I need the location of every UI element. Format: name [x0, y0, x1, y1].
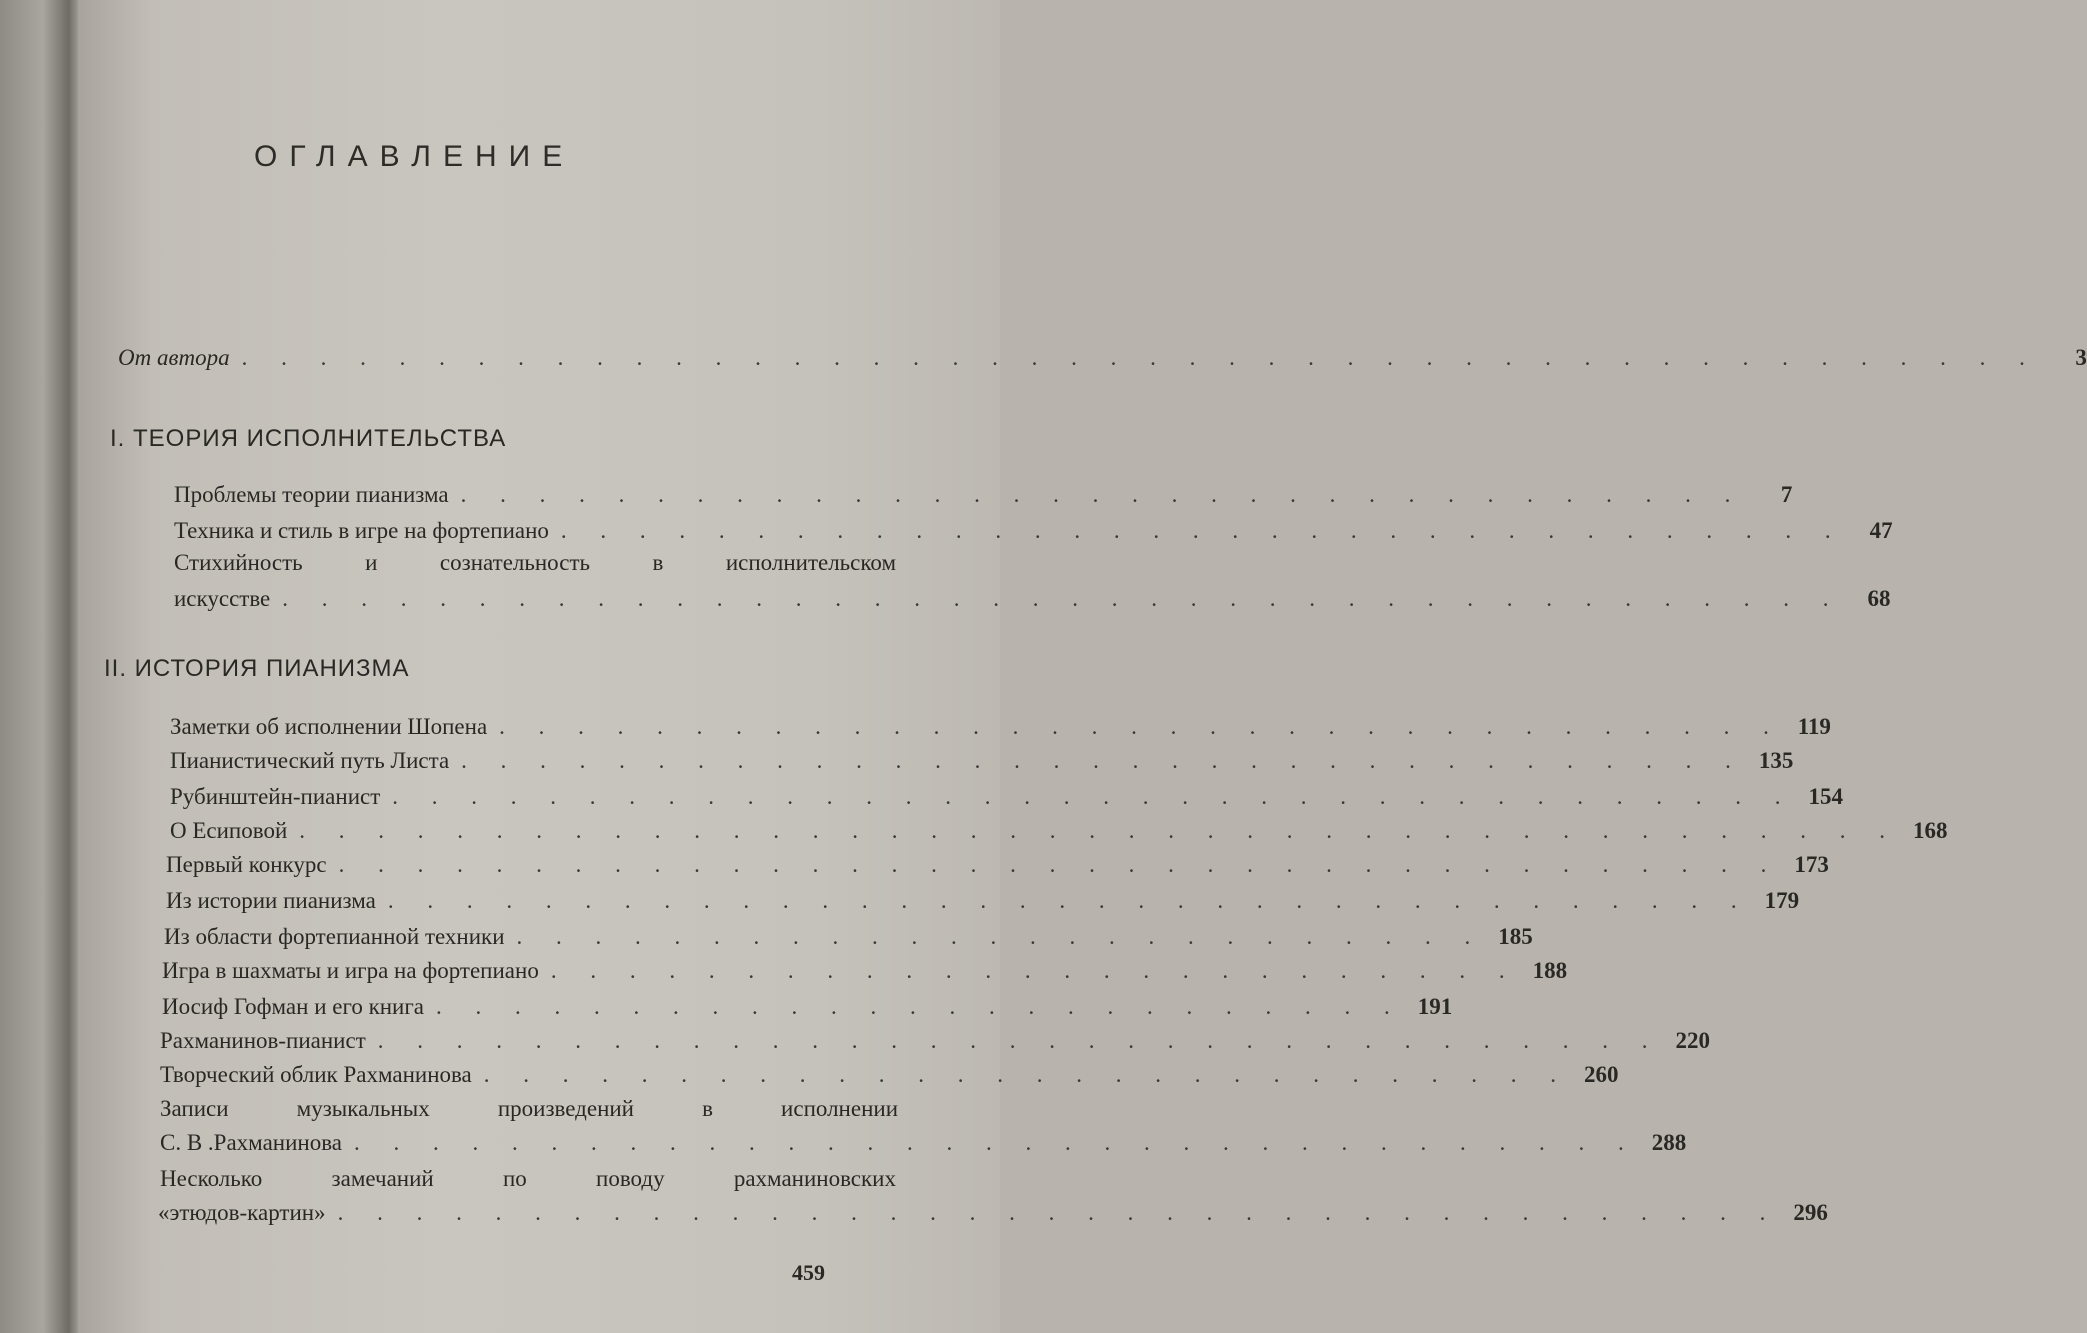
previous-page-edge [4, 0, 24, 1333]
toc-entry[interactable] [170, 782, 1844, 812]
leader-dots: . . . . . . . . . . . . . . . . . . . . . . . . . [436, 994, 1404, 1019]
toc-entry-page: 260 [1584, 1062, 1619, 1087]
toc-entry-label: О Есиповой [170, 818, 288, 843]
toc-entry-page: 185 [1498, 924, 1533, 949]
leader-dots: . . . . . . . . . . . . . . . . . . . . . . . . . . . . . . . . . [353, 1130, 1638, 1155]
toc-entry-page: 47 [1869, 518, 1893, 543]
toc-entry-line1[interactable] [160, 1164, 896, 1194]
toc-entry[interactable] [174, 480, 1793, 510]
toc-entry-label: Игра в шахматы и игра на фортепиано [162, 958, 539, 983]
toc-entry-label: Стихийность и сознательность в исполнительском [174, 550, 896, 575]
toc-entry-label: Заметки об исполнении Шопена [170, 714, 488, 739]
toc-entry[interactable] [160, 1060, 1619, 1090]
section-heading-2: II. ИСТОРИЯ ПИАНИЗМА [104, 655, 410, 682]
leader-dots: . . . . . . . . . . . . . . . . . . . . . . . . . [516, 924, 1485, 949]
leader-dots: . . . . . . . . . . . . . . . . . . . . . . . . . . . . . . . . . . . . . . . . . . . . . . [241, 345, 2039, 370]
toc-entry-page: 188 [1532, 958, 1568, 983]
toc-entry-label: Творческий облик Рахманинова [160, 1062, 472, 1087]
page-number: 459 [792, 1260, 825, 1285]
toc-entry-label: С. В .Рахманинова [160, 1130, 342, 1155]
leader-dots: . . . . . . . . . . . . . . . . . . . . . . . . . . . . . . . . . . . . . . . . [282, 586, 1843, 611]
toc-entry-page: 191 [1417, 994, 1453, 1019]
toc-entry-label: От автора [118, 345, 230, 370]
toc-entry[interactable] [170, 712, 1831, 742]
toc-entry-label: Пианистический путь Листа [170, 748, 450, 773]
leader-dots: . . . . . . . . . . . . . . . . . . . . . . . . . . . . . . . . . . . . . [337, 1200, 1780, 1225]
toc-entry-label: Из области фортепианной техники [164, 924, 505, 949]
leader-dots: . . . . . . . . . . . . . . . . . . . . . . . . . . . . . . . . . [499, 714, 1783, 739]
leader-dots: . . . . . . . . . . . . . . . . . . . . . . . . . . . . . . . . . . . . . [338, 852, 1781, 877]
leader-dots: . . . . . . . . . . . . . . . . . . . . . . . . . . . . . . . . . . . . [392, 784, 1795, 809]
toc-entry-label: Несколько замечаний по поводу рахманиновских [160, 1166, 896, 1191]
toc-entry-page: 119 [1797, 714, 1831, 739]
toc-entry[interactable] [166, 886, 1800, 916]
toc-entry-page: 154 [1808, 784, 1844, 809]
toc-entry-line2[interactable] [174, 584, 1891, 614]
book-spine [0, 0, 78, 1333]
toc-entry-label: Рубинштейн-пианист [170, 784, 381, 809]
toc-entry[interactable] [170, 746, 1794, 776]
leader-dots: . . . . . . . . . . . . . . . . . . . . . . . . . . . . [483, 1062, 1571, 1087]
toc-entry[interactable] [160, 1026, 1711, 1056]
toc-entry-label: Проблемы теории пианизма [174, 482, 449, 507]
toc-entry-page: 68 [1867, 586, 1891, 611]
toc-entry-label: «этюдов-картин» [158, 1200, 326, 1225]
leader-dots: . . . . . . . . . . . . . . . . . . . . . . . . . . . . . . . . . [377, 1028, 1662, 1053]
section-heading-1: I. ТЕОРИЯ ИСПОЛНИТЕЛЬСТВА [110, 425, 507, 452]
toc-entry-preface[interactable] [118, 343, 2087, 373]
toc-entry-page: 135 [1758, 748, 1794, 773]
toc-entry-page: 173 [1794, 852, 1829, 877]
toc-entry-page: 168 [1913, 818, 1948, 843]
toc-entry-page: 296 [1793, 1200, 1828, 1225]
toc-entry-label: Записи музыкальных произведений в исполнении [160, 1096, 898, 1121]
toc-entry-label: Иосиф Гофман и его книга [162, 994, 425, 1019]
toc-entry-page: 7 [1780, 482, 1793, 507]
toc-entry-label: Первый конкурс [166, 852, 327, 877]
leader-dots: . . . . . . . . . . . . . . . . . . . . . . . . . . . . . . . . . . . . . . . . . [299, 818, 1899, 843]
leader-dots: . . . . . . . . . . . . . . . . . . . . . . . . . . . . . . . . . . . [387, 888, 1751, 913]
toc-entry[interactable] [170, 816, 1948, 846]
leader-dots: . . . . . . . . . . . . . . . . . . . . . . . . . . . . . . . . . [460, 482, 1745, 507]
toc-entry-page: 288 [1651, 1130, 1687, 1155]
toc-entry-line1[interactable] [160, 1094, 898, 1124]
toc-entry[interactable] [174, 516, 1893, 546]
toc-entry-line2[interactable] [160, 1128, 1687, 1158]
toc-entry[interactable] [162, 992, 1453, 1022]
toc-entry-label: Рахманинов-пианист [160, 1028, 366, 1053]
toc-entry-label: Из истории пианизма [166, 888, 376, 913]
toc-entry[interactable] [164, 922, 1533, 952]
toc-entry-label: искусстве [174, 586, 271, 611]
toc-entry[interactable] [162, 956, 1568, 986]
leader-dots: . . . . . . . . . . . . . . . . . . . . . . . . . [550, 958, 1519, 983]
toc-entry-page: 179 [1764, 888, 1800, 913]
leader-dots: . . . . . . . . . . . . . . . . . . . . . . . . . . . . . . . . . [560, 518, 1845, 543]
toc-entry-page: 220 [1675, 1028, 1711, 1053]
page-title: ОГЛАВЛЕНИЕ [254, 140, 575, 173]
leader-dots: . . . . . . . . . . . . . . . . . . . . . . . . . . . . . . . . . [461, 748, 1745, 773]
toc-entry-line2[interactable] [158, 1198, 1828, 1228]
toc-entry[interactable] [166, 850, 1829, 880]
toc-entry-page: 3 [2075, 345, 2087, 370]
toc-entry-line1[interactable] [174, 548, 896, 578]
toc-entry-label: Техника и стиль в игре на фортепиано [174, 518, 549, 543]
